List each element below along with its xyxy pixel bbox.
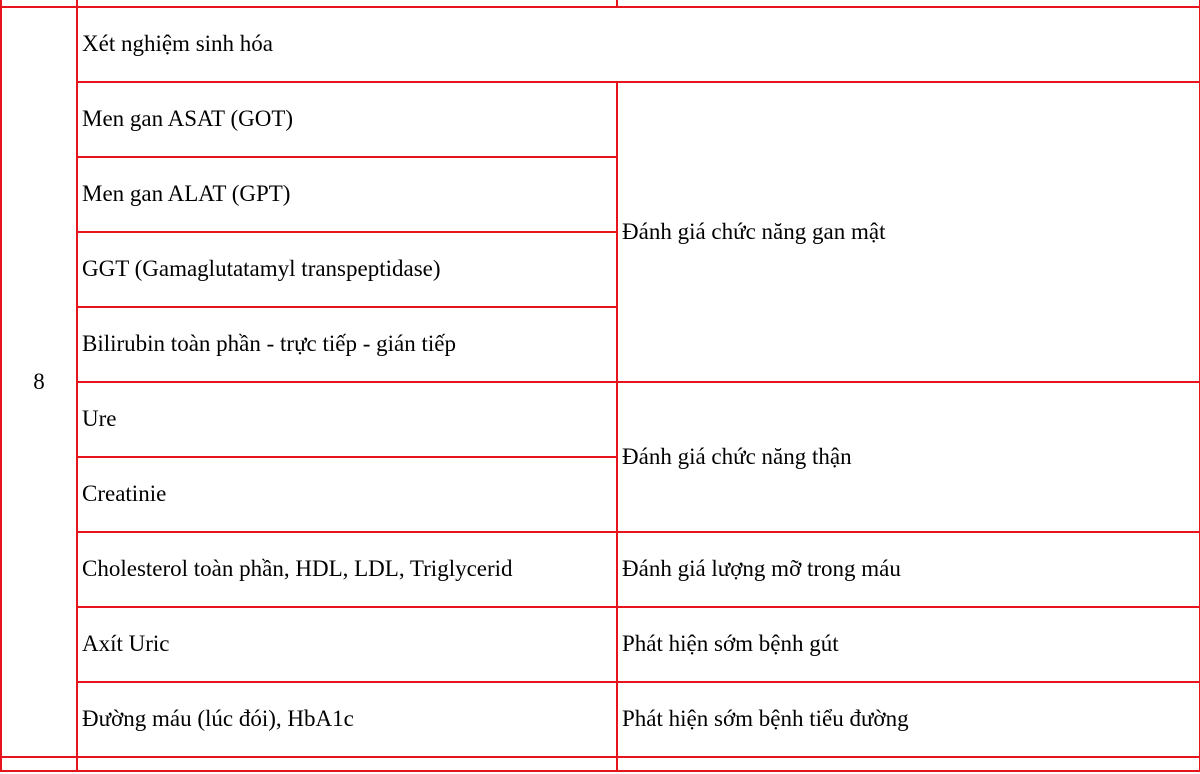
test-purpose: Đánh giá lượng mỡ trong máu [617, 532, 1200, 607]
test-name: Men gan ASAT (GOT) [77, 82, 617, 157]
table-cell [617, 0, 1200, 7]
test-name: Cholesterol toàn phần, HDL, LDL, Triglycerid [77, 532, 617, 607]
table-row [1, 532, 1200, 607]
test-name: Axít Uric [77, 607, 617, 682]
table-cell [77, 757, 617, 771]
test-purpose: Phát hiện sớm bệnh gút [617, 607, 1200, 682]
table-cell [1, 757, 77, 771]
test-name: Bilirubin toàn phần - trực tiếp - gián tiếp [77, 307, 617, 382]
table-row [1, 82, 1200, 157]
test-purpose: Đánh giá chức năng gan mật [617, 82, 1200, 382]
table-cell [1, 0, 77, 7]
table-cell [617, 757, 1200, 771]
section-title: Xét nghiệm sinh hóa [77, 7, 1200, 82]
test-name: Đường máu (lúc đói), HbA1c [77, 682, 617, 757]
test-name: GGT (Gamaglutatamyl transpeptidase) [77, 232, 617, 307]
row-number: 8 [1, 7, 77, 757]
test-name: Creatinie [77, 457, 617, 532]
test-name: Ure [77, 382, 617, 457]
table-row [1, 382, 1200, 457]
table-cell [77, 0, 617, 7]
table-row [1, 7, 1200, 82]
test-purpose: Đánh giá chức năng thận [617, 382, 1200, 532]
table-row [1, 682, 1200, 757]
table-row [1, 607, 1200, 682]
previous-row-edge [1, 0, 1200, 7]
test-name: Men gan ALAT (GPT) [77, 157, 617, 232]
test-purpose: Phát hiện sớm bệnh tiểu đường [617, 682, 1200, 757]
next-row-edge [1, 757, 1200, 771]
